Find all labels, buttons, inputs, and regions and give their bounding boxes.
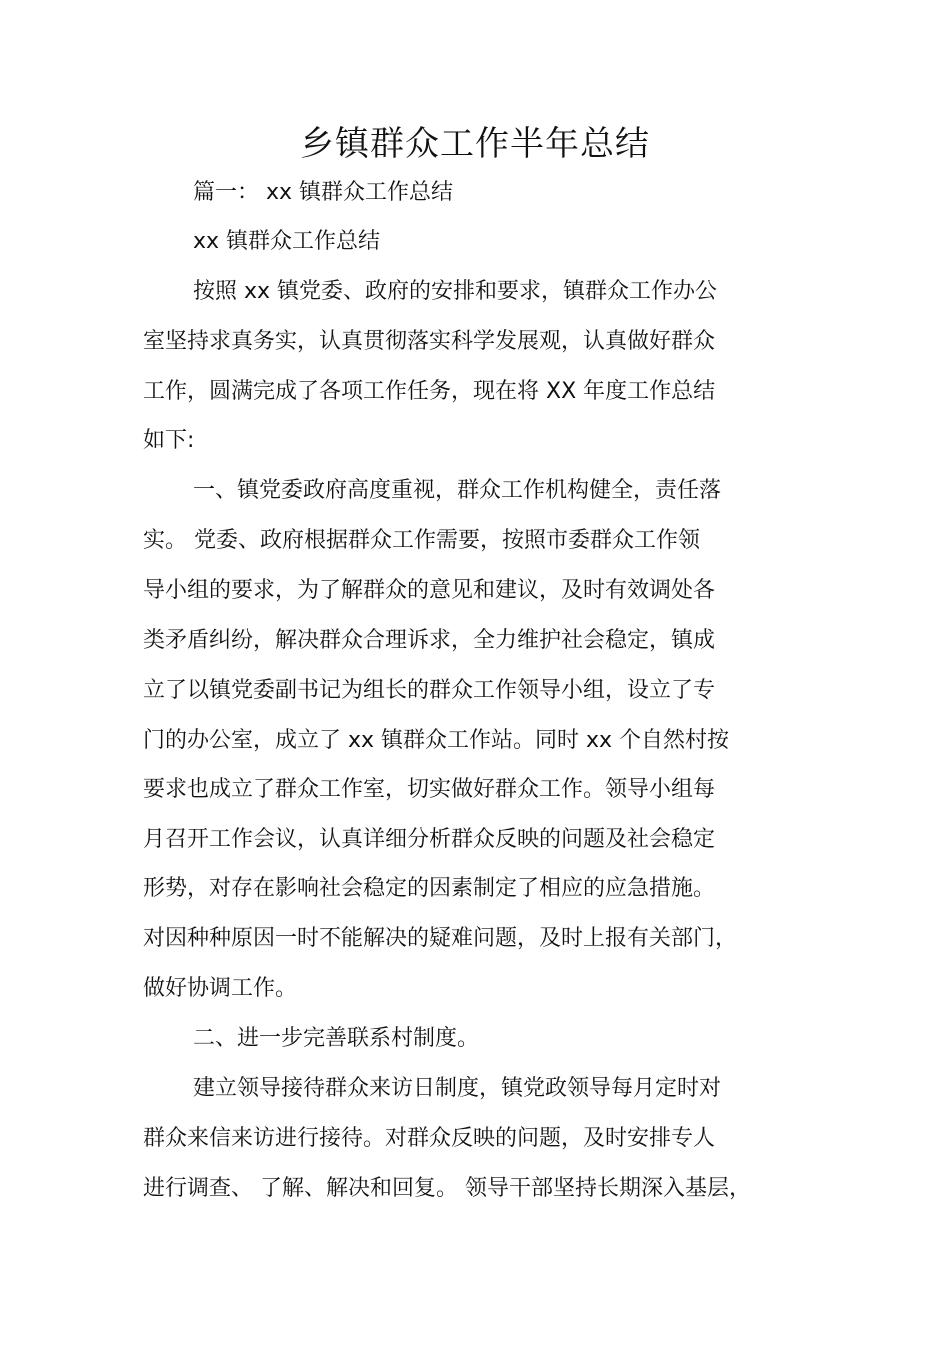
paragraph-line: 一、镇党委政府高度重视，群众工作机构健全，责任落 [193,478,722,503]
paragraph-line: 群众来信来访进行接待。对群众反映的问题，及时安排专人 [143,1126,716,1151]
paragraph-line: 月召开工作会议，认真详细分析群众反映的问题及社会稳定 [143,827,716,852]
paragraph-line: 建立领导接待群众来访日制度，镇党政领导每月定时对 [193,1076,722,1101]
paragraph-line: 如下: [143,428,195,453]
paragraph-line: 工作，圆满完成了各项工作任务，现在将 XX 年度工作总结 [143,379,716,404]
paragraph-line: 进行调查、 了解、解决和回复。 领导干部坚持长期深入基层， [143,1176,751,1201]
section-heading-1: 篇一： xx 镇群众工作总结 [193,180,454,205]
subheading: xx 镇群众工作总结 [193,229,381,254]
paragraph-line: 对因种种原因一时不能解决的疑难问题，及时上报有关部门， [143,926,738,951]
paragraph-line: 立了以镇党委副书记为组长的群众工作领导小组，设立了专 [143,678,716,703]
document-title: 乡镇群众工作半年总结 [300,124,650,164]
paragraph-line: 类矛盾纠纷，解决群众合理诉求，全力维护社会稳定，镇成 [143,628,716,653]
paragraph-line: 室坚持求真务实，认真贯彻落实科学发展观，认真做好群众 [143,329,716,354]
paragraph-line: 形势，对存在影响社会稳定的因素制定了相应的应急措施。 [143,876,716,901]
paragraph-line: 做好协调工作。 [143,976,298,1001]
paragraph-line: 门的办公室，成立了 xx 镇群众工作站。同时 xx 个自然村按 [143,728,730,753]
paragraph-line: 导小组的要求，为了解群众的意见和建议，及时有效调处各 [143,578,716,603]
paragraph-line: 实。 党委、政府根据群众工作需要，按照市委群众工作领 [143,528,700,553]
section-heading-2: 二、进一步完善联系村制度。 [193,1026,480,1051]
paragraph-line: 要求也成立了群众工作室，切实做好群众工作。领导小组每 [143,777,716,802]
paragraph-line: 按照 xx 镇党委、政府的安排和要求，镇群众工作办公 [193,279,718,304]
